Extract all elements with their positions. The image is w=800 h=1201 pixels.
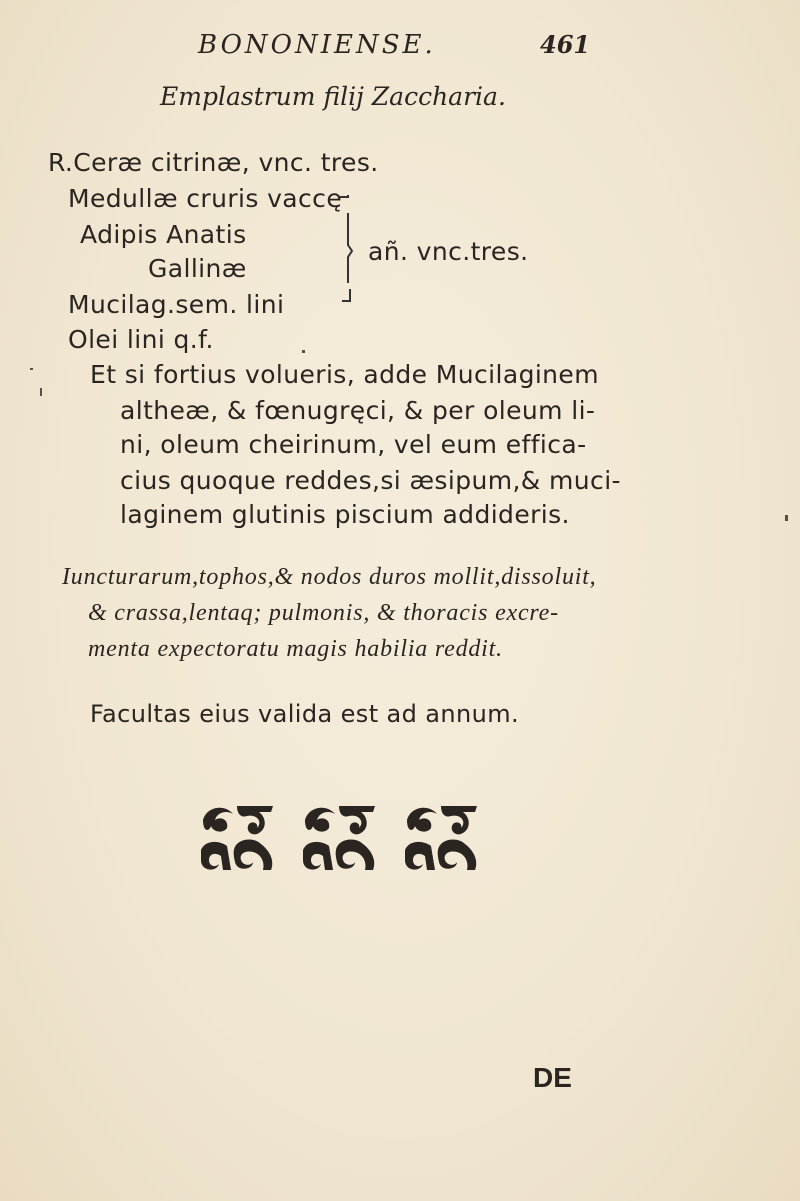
paragraph-line-2: altheæ, & fœnugręci, & per oleum li- bbox=[120, 396, 596, 425]
margin-speck bbox=[30, 368, 33, 370]
recipe-line-3: Adipis Anatis bbox=[80, 220, 247, 249]
page-number: 461 bbox=[540, 30, 591, 59]
brace-icon bbox=[338, 193, 364, 309]
virtues-line-2: & crassa,lentaq; pulmonis, & thoracis excre- bbox=[88, 600, 559, 626]
paragraph-line-4: cius quoque reddes,si æsipum,& muci- bbox=[120, 466, 621, 495]
paragraph-line-5: laginem glutinis piscium addideris. bbox=[120, 500, 570, 529]
paragraph-line-1: Et si fortius volueris, adde Mucilaginem bbox=[90, 360, 599, 389]
catchword: DE bbox=[533, 1062, 572, 1093]
printer-ornament-icon bbox=[197, 800, 483, 876]
recipe-title: Emplastrum filij Zaccharia. bbox=[160, 82, 506, 111]
paragraph-line-3: ni, oleum cheirinum, vel eum effica- bbox=[120, 430, 587, 459]
margin-speck bbox=[40, 388, 42, 396]
margin-speck bbox=[785, 515, 788, 521]
margin-speck bbox=[302, 350, 305, 353]
virtues-line-1: Iuncturarum,tophos,& nodos duros mollit,dissoluit, bbox=[62, 564, 597, 590]
recipe-line-4: Gallinæ bbox=[148, 254, 247, 283]
recipe-line-6: Olei lini q.f. bbox=[68, 325, 214, 354]
running-title: BONONIENSE. bbox=[198, 30, 436, 60]
faculty-line: Facultas eius valida est ad annum. bbox=[90, 700, 520, 728]
recipe-line-5: Mucilag.sem. lini bbox=[68, 290, 285, 319]
brace-note: añ. vnc.tres. bbox=[368, 237, 529, 266]
recipe-line-1: R.Ceræ citrinæ, vnc. tres. bbox=[48, 148, 379, 177]
recipe-line-2: Medullæ cruris vaccę bbox=[68, 184, 343, 213]
virtues-line-3: menta expectoratu magis habilia reddit. bbox=[88, 636, 503, 662]
